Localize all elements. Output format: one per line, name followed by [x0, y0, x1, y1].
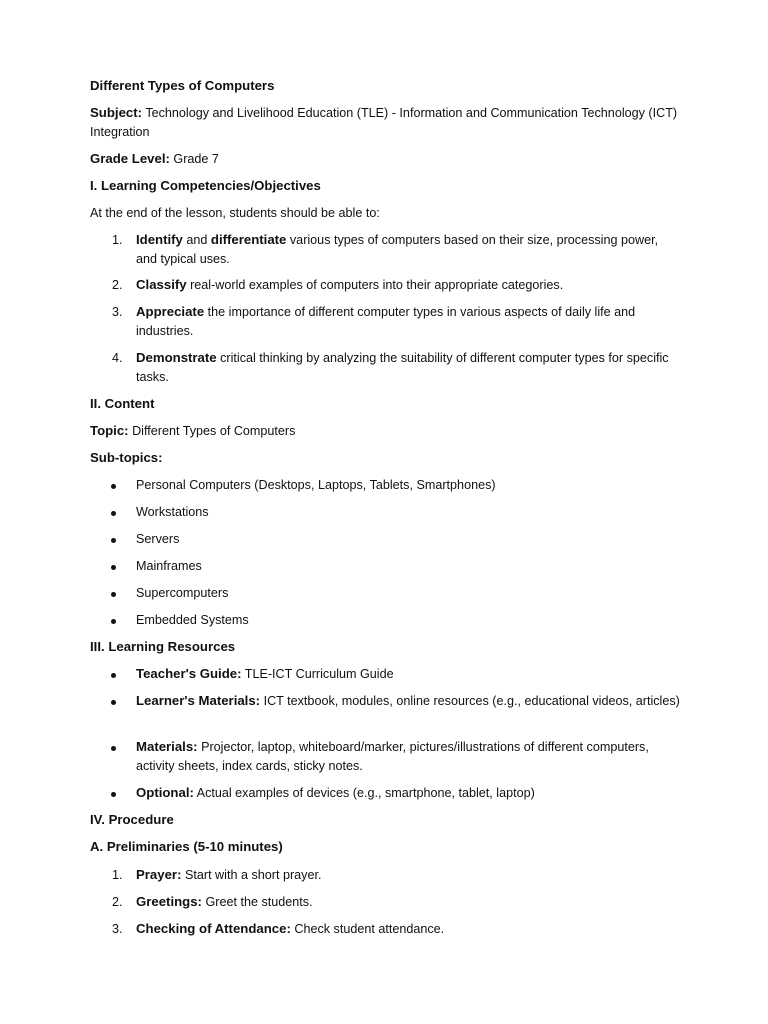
resource-label: Teacher's Guide: — [136, 666, 242, 681]
bullet-icon — [111, 511, 116, 516]
list-number: 2. — [112, 278, 123, 292]
resource-text: ICT textbook, modules, online resources (e.g., educational videos, articles) — [260, 694, 680, 708]
subject-line — [90, 104, 680, 141]
objective-keyword: Classify — [136, 277, 187, 292]
objective-item — [136, 231, 681, 268]
procedure-subheading: A. Preliminaries (5-10 minutes) — [90, 839, 283, 854]
objective-text: real-world examples of computers into their appropriate categories. — [186, 278, 564, 292]
topic-label: Topic: — [90, 423, 129, 438]
list-item: Mainframes — [136, 559, 202, 573]
procedure-text: Start with a short prayer. — [181, 868, 322, 882]
objective-item — [136, 276, 681, 295]
bullet-icon — [111, 619, 116, 624]
list-number: 3. — [112, 305, 123, 319]
grade-line — [90, 150, 680, 169]
list-number: 1. — [112, 868, 123, 882]
resource-text: Projector, laptop, whiteboard/marker, pictures/illustrations of different computers, activity sheets, index cards, sticky notes. — [136, 740, 649, 773]
resource-label: Materials: — [136, 739, 198, 754]
bullet-icon — [111, 592, 116, 597]
section-heading-resources: III. Learning Resources — [90, 639, 236, 654]
bullet-icon — [111, 792, 116, 797]
bullet-icon — [111, 700, 116, 705]
objectives-intro: At the end of the lesson, students should be able to: — [90, 206, 380, 220]
list-item: Servers — [136, 532, 180, 546]
list-item: Workstations — [136, 505, 209, 519]
bullet-icon — [111, 565, 116, 570]
procedure-text: Check student attendance. — [290, 922, 445, 936]
list-number: 3. — [112, 922, 123, 936]
topic-value: Different Types of Computers — [132, 424, 296, 438]
procedure-item — [136, 920, 681, 939]
objective-text: critical thinking by analyzing the suitability of different computer types for specific tasks. — [136, 351, 669, 384]
objective-keyword: differentiate — [210, 232, 287, 247]
subtopics-label: Sub-topics: — [90, 450, 163, 465]
bullet-icon — [111, 746, 116, 751]
subject-label: Subject: — [90, 105, 143, 120]
objective-text: various types of computers based on their size, processing power, and typical uses. — [136, 233, 659, 266]
objective-text: the importance of different computer types in various aspects of daily life and industries. — [136, 305, 636, 338]
list-item: Embedded Systems — [136, 613, 249, 627]
objective-item — [136, 349, 681, 386]
resource-item — [136, 665, 681, 684]
section-heading-objectives: I. Learning Competencies/Objectives — [90, 178, 321, 193]
list-number: 1. — [112, 233, 123, 247]
objective-item — [136, 303, 681, 340]
procedure-label: Checking of Attendance: — [136, 921, 291, 936]
list-item: Supercomputers — [136, 586, 229, 600]
list-item: Personal Computers (Desktops, Laptops, Tablets, Smartphones) — [136, 478, 496, 492]
objective-keyword: Demonstrate — [136, 350, 217, 365]
list-number: 4. — [112, 351, 123, 365]
grade-value: Grade 7 — [173, 152, 219, 166]
resource-item — [136, 784, 681, 803]
document-title: Different Types of Computers — [90, 78, 275, 93]
procedure-text: Greet the students. — [201, 895, 313, 909]
subject-value: Technology and Livelihood Education (TLE) - Information and Communication Technology (ICT) Integration — [90, 106, 678, 139]
procedure-label: Prayer: — [136, 867, 182, 882]
procedure-item — [136, 893, 681, 912]
bullet-icon — [111, 673, 116, 678]
resource-label: Optional: — [136, 785, 194, 800]
objective-connector: and — [182, 233, 211, 247]
procedure-item — [136, 866, 681, 885]
objective-keyword: Identify — [136, 232, 183, 247]
section-heading-content: II. Content — [90, 396, 155, 411]
grade-label: Grade Level: — [90, 151, 170, 166]
resource-text: TLE-ICT Curriculum Guide — [241, 667, 394, 681]
section-heading-procedure: IV. Procedure — [90, 812, 174, 827]
procedure-label: Greetings: — [136, 894, 202, 909]
resource-label: Learner's Materials: — [136, 693, 261, 708]
objective-keyword: Appreciate — [136, 304, 205, 319]
bullet-icon — [111, 538, 116, 543]
list-number: 2. — [112, 895, 123, 909]
bullet-icon — [111, 484, 116, 489]
topic-line — [90, 422, 680, 441]
resource-item — [136, 738, 681, 775]
resource-item — [136, 692, 681, 711]
resource-text: Actual examples of devices (e.g., smartphone, tablet, laptop) — [193, 786, 535, 800]
